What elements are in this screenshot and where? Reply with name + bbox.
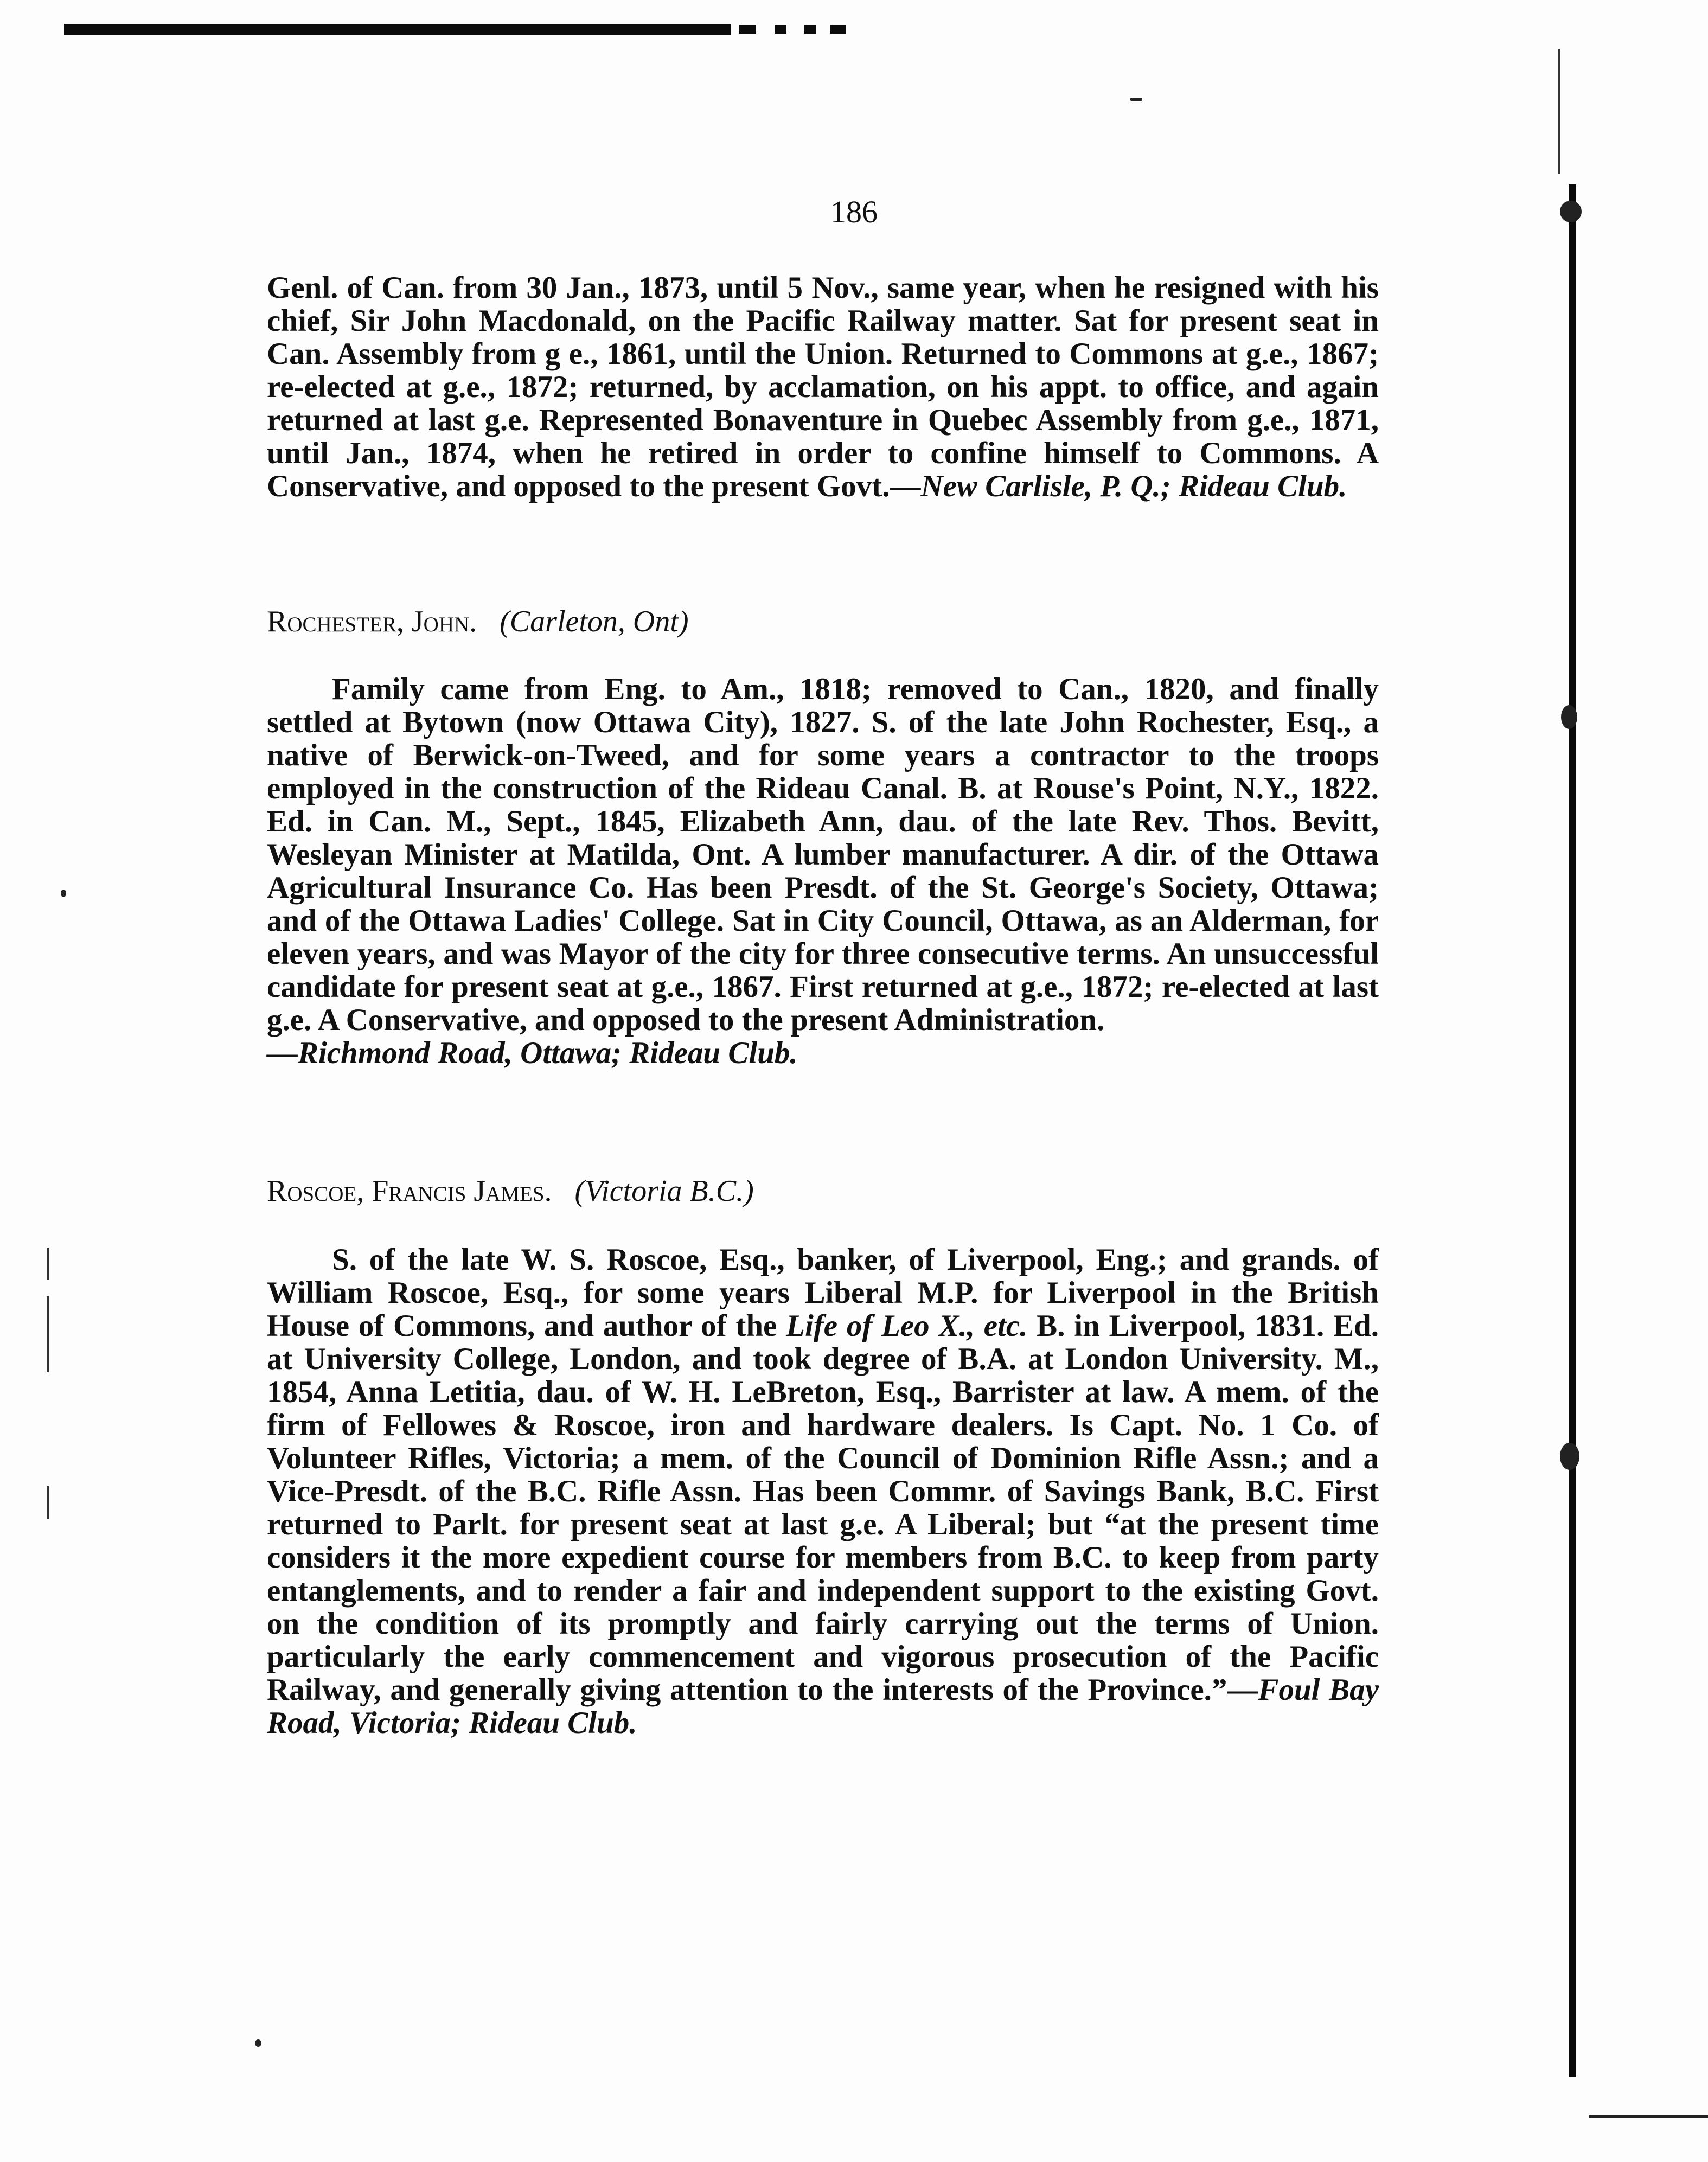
entry-heading-rochester	[267, 605, 689, 638]
entry-heading-roscoe	[267, 1175, 754, 1208]
entry-address: —Richmond Road, Ottawa; Rideau Club.	[267, 1036, 798, 1070]
entry-address: Foul Bay Road, Victoria; Rideau Club.	[267, 1673, 1379, 1740]
entry-name: Rochester, John.	[267, 605, 477, 638]
page-number: 186	[830, 194, 878, 229]
entry-constituency: (Carleton, Ont)	[500, 605, 689, 638]
top-dash-artifact	[739, 25, 756, 34]
top-dash-artifact	[775, 25, 786, 34]
top-rule-artifact	[64, 24, 731, 35]
continuation-paragraph	[267, 271, 1379, 503]
entry-body-roscoe	[267, 1243, 1379, 1739]
right-margin-bar	[1569, 184, 1576, 2077]
continuation-address: New Carlisle, P. Q.; Rideau Club.	[920, 469, 1347, 503]
left-margin-tick	[47, 1248, 49, 1280]
left-margin-tick	[47, 1486, 49, 1519]
entry-paragraph	[267, 673, 1379, 1070]
bottom-right-rule-artifact	[1589, 2115, 1708, 2118]
entry-body-rochester	[267, 673, 1379, 1070]
speck-artifact	[1130, 98, 1142, 101]
top-dash-artifact	[830, 25, 846, 34]
speck-artifact	[255, 2039, 261, 2047]
entry-text: B. in Liverpool, 1831. Ed. at University College, London, and took degree of B.A. at London University. M., 1854, Anna Letitia, dau. of W. H. LeBreton, Esq., Barrister at law. A mem. of the firm of Fellowes & Roscoe, iron and hardware dealers. Is Capt. No. 1 Co. of Volunteer Rifles, Victoria; a mem. of the Council of Dominion Rifle Assn.; and a Vice-Presdt. of the B.C. Rifle Assn. Has been Commr. of Savings Bank, B.C. First returned to Parlt. for present seat at last g.e. A Liberal; but “at the present time considers it the more expedient course for members from B.C. to keep from party entanglements, and to render a fair and independent support to the existing Govt. on the condition of its promptly and fairly carrying out the terms of Union. particularly the early commencement and vigorous prosecution of the Pacific Railway, and generally giving attention to the interests of the Province.”—	[267, 1309, 1379, 1707]
entry-text: S. of the late W. S. Roscoe, Esq., banker, of Liverpool, Eng.; and grands. of William Roscoe, Esq., for some years Liberal M.P. for Liverpool in the British House of Commons, and author of the	[267, 1243, 1379, 1343]
top-dash-artifact	[804, 25, 816, 34]
continuation-text: Genl. of Can. from 30 Jan., 1873, until 5 Nov., same year, when he resigned with his chief, Sir John Macdonald, on the Pacific Railway matter. Sat for present seat in Can. Assembly from g e., 1861, until the Union. Returned to Commons at g.e., 1867; re-elected at g.e., 1872; returned, by acclamation, on his appt. to office, and again returned at last g.e. Represented Bonaventure in Quebec Assembly from g.e., 1871, until Jan., 1874, when he retired in order to confine himself to Commons. A Conservative, and opposed to the present Govt.—	[267, 271, 1379, 503]
entry-name: Roscoe, Francis James.	[267, 1174, 552, 1208]
left-margin-tick	[47, 1296, 49, 1372]
entry-book-title: Life of Leo X., etc.	[786, 1309, 1028, 1343]
entry-paragraph	[267, 1243, 1379, 1739]
entry-text: Family came from Eng. to Am., 1818; removed to Can., 1820, and finally settled at Bytown (now Ottawa City), 1827. S. of the late John Rochester, Esq., a native of Berwick-on-Tweed, and for some years a contractor to the troops employed in the construction of the Rideau Canal. B. at Rouse's Point, N.Y., 1822. Ed. in Can. M., Sept., 1845, Elizabeth Ann, dau. of the late Rev. Thos. Bevitt, Wesleyan Minister at Matilda, Ont. A lumber manufacturer. A dir. of the Ottawa Agricultural Insurance Co. Has been Presdt. of the St. George's Society, Ottawa; and of the Ottawa Ladies' College. Sat in City Council, Ottawa, as an Alderman, for eleven years, and was Mayor of the city for three consecutive terms. An unsuccessful candidate for present seat at g.e., 1867. First returned at g.e., 1872; re-elected at last g.e. A Conservative, and opposed to the present Administration.	[267, 672, 1379, 1037]
continuation-entry	[267, 271, 1379, 503]
right-margin-thin-line	[1558, 49, 1560, 174]
speck-artifact	[61, 890, 66, 897]
speck-artifact	[1560, 1443, 1579, 1470]
entry-constituency: (Victoria B.C.)	[574, 1174, 754, 1208]
speck-artifact	[1561, 705, 1577, 729]
